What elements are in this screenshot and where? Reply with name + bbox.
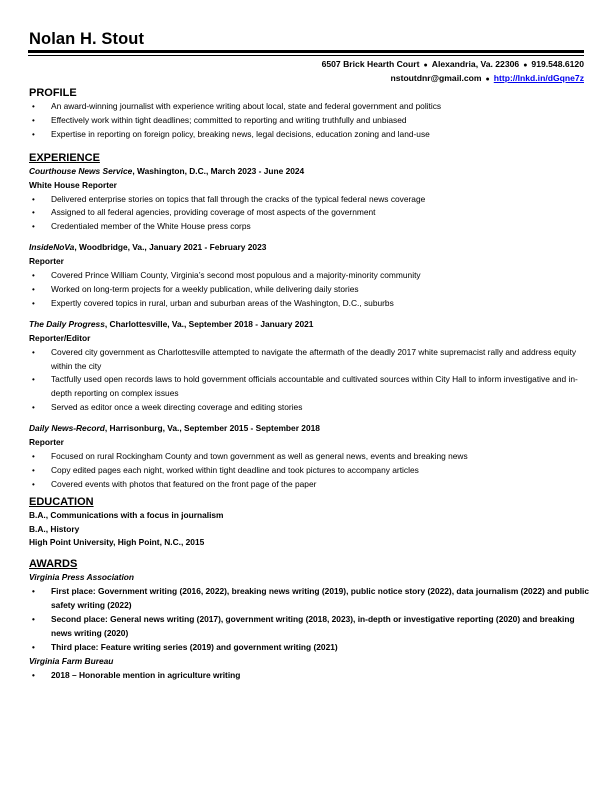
list-item [29, 220, 589, 234]
experience-section [29, 151, 589, 492]
school-line: High Point University, High Point, N.C., 2015 [29, 537, 205, 548]
profile-item-text: Effectively work within tight deadlines; committed to reporting and writing truthfully and unbiased [51, 114, 407, 125]
bullet-icon: • [32, 615, 35, 625]
resume-body [29, 86, 589, 683]
job-details: , Charlottesville, Va., September 2018 - January 2021 [104, 318, 314, 329]
job-details: , Washington, D.C., March 2023 - June 2024 [132, 165, 305, 176]
job-header [29, 165, 589, 179]
bullet-icon: • [32, 222, 35, 232]
education-section [29, 495, 589, 551]
job-bullet-text: Expertly covered topics in rural, urban and suburban areas of the Washington, D.C., suburbs [51, 297, 394, 308]
list-item [29, 585, 589, 613]
job-bullets [29, 193, 589, 235]
degree-line: B.A., Communications with a focus in journalism [29, 509, 224, 520]
bullet-icon: • [32, 587, 35, 597]
phone: 919.548.6120 [531, 59, 584, 69]
degree-line: B.A., History [29, 523, 80, 534]
bullet-icon: • [32, 284, 35, 294]
job-details: , Woodbridge, Va., January 2021 - February 2023 [74, 242, 267, 253]
job-details: , Harrisonburg, Va., September 2015 - September 2018 [104, 423, 320, 434]
award-list [29, 669, 589, 683]
list-item [29, 641, 589, 655]
employer: InsideNoVa [29, 242, 75, 253]
award-text: Third place: Feature writing series (2019) and government writing (2021) [51, 641, 338, 652]
list-item [29, 450, 589, 464]
job-bullet-text: Delivered enterprise stories on topics that fall through the cracks of the typical federal news coverage [51, 193, 426, 204]
experience-heading: EXPERIENCE [29, 151, 100, 164]
job-bullet-text: Covered Prince William County, Virginia’s second most populous and a majority-minority community [51, 270, 421, 281]
job-bullet-text: Focused on rural Rockingham County and town government as well as general news, events and breaking news [51, 450, 468, 461]
education-heading: EDUCATION [29, 495, 94, 508]
job-role: Reporter/Editor [29, 332, 91, 343]
separator-dot-icon: ● [423, 62, 428, 69]
list-item [29, 669, 589, 683]
header-rule-thin [28, 55, 584, 56]
bullet-icon: • [32, 347, 35, 357]
job-bullets [29, 450, 589, 492]
separator-dot-icon: ● [523, 62, 528, 69]
profile-item-text: Expertise in reporting on foreign policy, breaking news, legal decisions, education zoning and land-use [51, 128, 430, 139]
bullet-icon: • [32, 451, 35, 461]
contact-block [322, 58, 584, 86]
bullet-icon: • [32, 298, 35, 308]
list-item [29, 283, 589, 297]
employer: The Daily Progress [29, 318, 105, 329]
bullet-icon: • [32, 271, 35, 281]
contact-line-1 [322, 58, 584, 72]
award-text: Second place: General news writing (2017), government writing (2018, 2023), in-depth or investigative reporting (2020) and breaking news writing (2020) [51, 614, 575, 638]
bullet-icon: • [32, 479, 35, 489]
list-item [29, 193, 589, 207]
bullet-icon: • [32, 465, 35, 475]
job-entry [29, 318, 589, 415]
job-entry [29, 165, 589, 235]
bullet-icon: • [32, 115, 35, 125]
profile-section [29, 86, 589, 142]
header-rule-thick [28, 50, 584, 53]
profile-heading: PROFILE [29, 87, 77, 99]
job-role: White House Reporter [29, 179, 117, 190]
list-item [29, 613, 589, 641]
list-item [29, 346, 589, 374]
list-item [29, 100, 589, 114]
employer: Daily News-Record [29, 423, 105, 434]
linkedin-link[interactable]: http://lnkd.in/dGqne7z [493, 73, 584, 83]
award-text: 2018 – Honorable mention in agriculture writing [51, 669, 241, 680]
contact-line-2 [322, 72, 584, 86]
email[interactable]: nstoutdnr@gmail.com [390, 73, 482, 83]
award-org: Virginia Press Association [29, 572, 135, 583]
job-role: Reporter [29, 437, 64, 448]
job-bullets [29, 269, 589, 311]
list-item [29, 206, 589, 220]
job-bullet-text: Assigned to all federal agencies, providing coverage of most aspects of the government [51, 207, 376, 218]
list-item [29, 297, 589, 311]
list-item [29, 269, 589, 283]
profile-list [29, 100, 589, 142]
list-item [29, 478, 589, 492]
employer: Courthouse News Service [29, 165, 133, 176]
bullet-icon: • [32, 102, 35, 111]
job-bullets [29, 346, 589, 416]
award-text: First place: Government writing (2016, 2022), breaking news writing (2019), public notice story (2022), data journalism (2022) and public safety writing (2022) [51, 586, 590, 611]
job-entry [29, 422, 589, 492]
job-bullet-text: Covered events with photos that featured on the front page of the paper [51, 478, 317, 489]
job-bullet-text: Tactfully used open records laws to hold government officials accountable and cultivated sources within City Hall to inform investigative and in-depth reporting on complex issues [51, 374, 578, 399]
separator-dot-icon: ● [485, 76, 490, 83]
profile-item-text: An award-winning journalist with experience writing about local, state and federal government and politics [51, 101, 442, 111]
list-item [29, 114, 589, 128]
list-item [29, 464, 589, 478]
bullet-icon: • [32, 194, 35, 204]
resume-name: Nolan H. Stout [29, 30, 145, 48]
city: Alexandria, Va. 22306 [431, 59, 520, 69]
job-header [29, 318, 589, 332]
bullet-icon: • [32, 403, 35, 413]
job-bullet-text: Served as editor once a week directing coverage and editing stories [51, 402, 303, 413]
bullet-icon: • [32, 129, 35, 139]
address: 6507 Brick Hearth Court [321, 59, 420, 69]
bullet-icon: • [32, 670, 35, 680]
bullet-icon: • [32, 642, 35, 652]
list-item [29, 128, 589, 142]
job-header [29, 241, 589, 255]
job-bullet-text: Worked on long-term projects for a weekly publication, while delivering daily stories [51, 283, 359, 294]
awards-section [29, 557, 589, 682]
job-bullet-text: Copy edited pages each night, worked within tight deadline and took pictures to accompany articles [51, 464, 419, 475]
award-list [29, 585, 589, 655]
job-bullet-text: Covered city government as Charlottesville attempted to navigate the aftermath of the deadly 2017 white supremacist rally and address equity within the city [51, 346, 577, 371]
job-header [29, 422, 589, 436]
award-org: Virginia Farm Bureau [29, 655, 114, 666]
job-bullet-text: Credentialed member of the White House press corps [51, 221, 251, 232]
list-item [29, 401, 589, 415]
awards-heading: AWARDS [29, 558, 78, 571]
list-item [29, 373, 589, 401]
job-role: Reporter [29, 256, 64, 267]
bullet-icon: • [32, 208, 35, 218]
job-entry [29, 241, 589, 311]
bullet-icon: • [32, 375, 35, 385]
